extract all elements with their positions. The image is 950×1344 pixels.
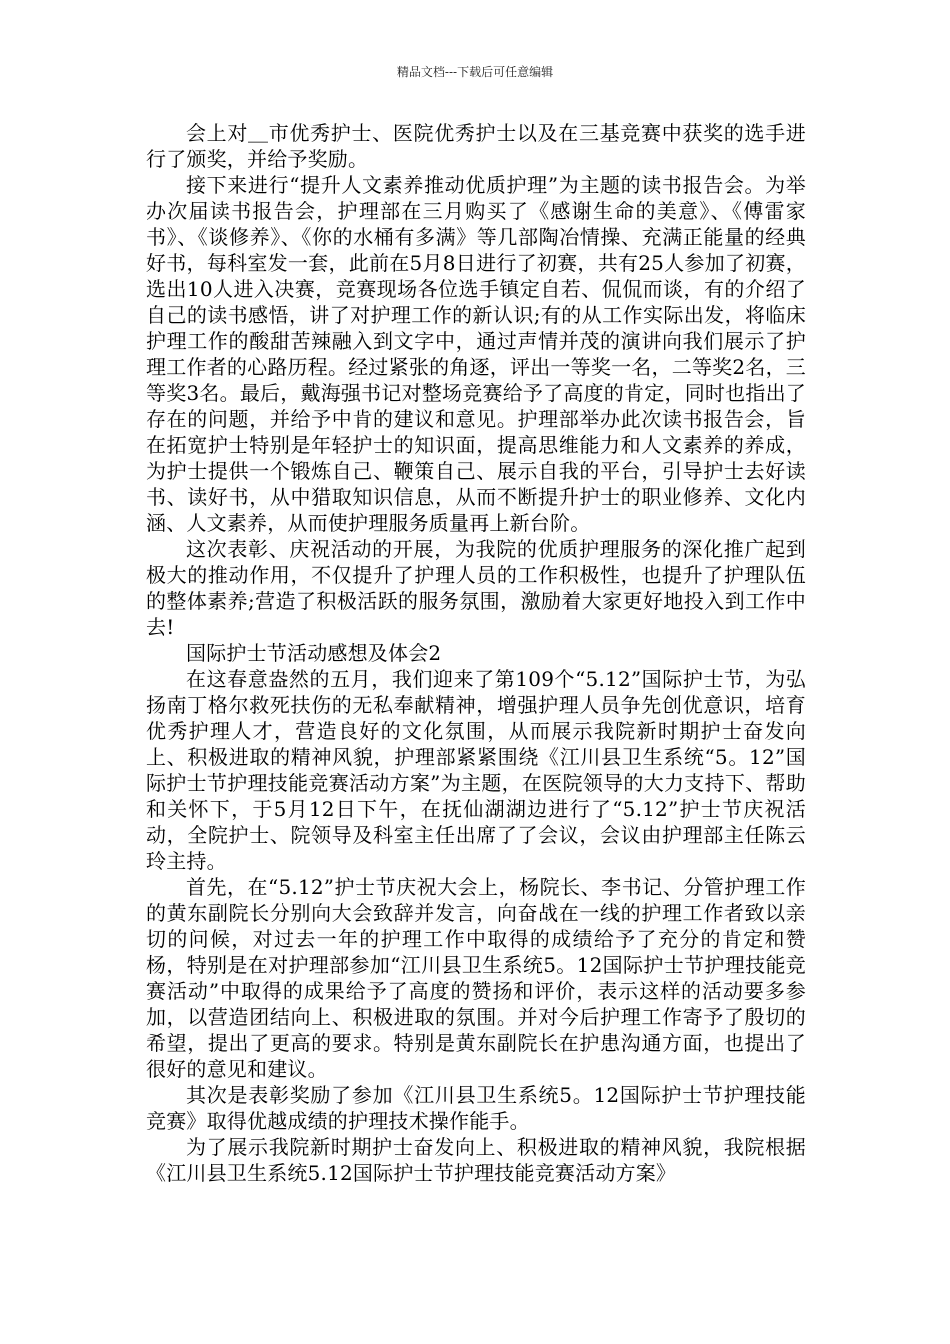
page-header: 精品文档---下载后可任意编辑 xyxy=(396,65,554,79)
document-body xyxy=(146,120,806,1186)
paragraph-awards: 会上对＿市优秀护士、医院优秀护士以及在三基竞赛中获奖的选手进行了颁奖，并给予奖励。 xyxy=(146,121,806,171)
paragraph-activity-impact: 这次表彰、庆祝活动的开展，为我院的优质护理服务的深化推广起到极大的推动作用，不仅提升了护理人员的工作积极性，也提升了护理队伍的整体素养;营造了积极活跃的服务氛围，激励着大家更好地投入到工作中去! xyxy=(146,537,806,639)
paragraph-first-speeches: 首先，在“5.12”护士节庆祝大会上，杨院长、李书记、分管护理工作的黄东副院长分别向大会致辞并发言，向奋战在一线的护理工作者致以亲切的问候，对过去一年的护理工作中取得的成绩给予了充分的肯定和赞杨，特别是在对护理部参加“江川县卫生系统5。12国际护士节护理技能竞赛活动”中取得的成果给予了高度的赞扬和评价，表示这样的活动要多参加，以营造团结向上、积极进取的氛围。并对今后护理工作寄予了殷切的希望，提出了更高的要求。特别是黄东副院长在护患沟通方面，也提出了很好的意见和建议。 xyxy=(146,875,806,1081)
paragraph-reading-report: 接下来进行“提升人文素养推动优质护理”为主题的读书报告会。为举办次届读书报告会，护理部在三月购买了《感谢生命的美意》、《傅雷家书》、《谈修养》、《你的水桶有多满》等几部陶冶情操、充满正能量的经典好书，每科室发一套，此前在5月8日进行了初赛，共有25人参加了初赛，选出10人进入决赛，竞赛现场各位选手镇定自若、侃侃而谈，有的介绍了自己的读书感悟，讲了对护理工作的新认识;有的从工作实际出发，将临床护理工作的酸甜苦辣融入到文字中，通过声情并茂的演讲向我们展示了护理工作者的心路历程。经过紧张的角逐，评出一等奖一名，二等奖2名，三等奖3名。最后，戴海强书记对整场竞赛给予了高度的肯定，同时也指出了存在的问题，并给予中肯的建议和意见。护理部举办此次读书报告会，旨在拓宽护士特别是年轻护士的知识面，提高思维能力和人文素养的养成，为护士提供一个锻炼自己、鞭策自己、展示自我的平台，引导护士去好读书、读好书，从中猎取知识信息，从而不断提升护士的职业修养、文化内涵、人文素养，从而使护理服务质量再上新台阶。 xyxy=(146,173,806,535)
paragraph-nurses-day: 在这春意盎然的五月，我们迎来了第109个“5.12”国际护士节，为弘扬南丁格尔救死扶伤的无私奉献精神，增强护理人员争先创优意识，培育优秀护理人才，营造良好的文化氛围，从而展示我院新时期护士奋发向上、积极进取的精神风貌，护理部紧紧围绕《江川县卫生系统“5。12”国际护士节护理技能竞赛活动方案”为主题，在医院领导的大力支持下、帮助和关怀下，于5月12日下午，在抚仙湖湖边进行了“5.12”护士节庆祝活动，全院护士、院领导及科室主任出席了了会议，会议由护理部主任陈云玲主持。 xyxy=(146,667,806,873)
section-heading: 国际护士节活动感想及体会2 xyxy=(186,641,442,665)
paragraph-showcase: 为了展示我院新时期护士奋发向上、积极进取的精神风貌，我院根据《江川县卫生系统5.12国际护士节护理技能竞赛活动方案》 xyxy=(146,1135,806,1185)
paragraph-second-awards: 其次是表彰奖励了参加《江川县卫生系统5。12国际护士节护理技能竞赛》取得优越成绩的护理技术操作能手。 xyxy=(146,1083,806,1133)
